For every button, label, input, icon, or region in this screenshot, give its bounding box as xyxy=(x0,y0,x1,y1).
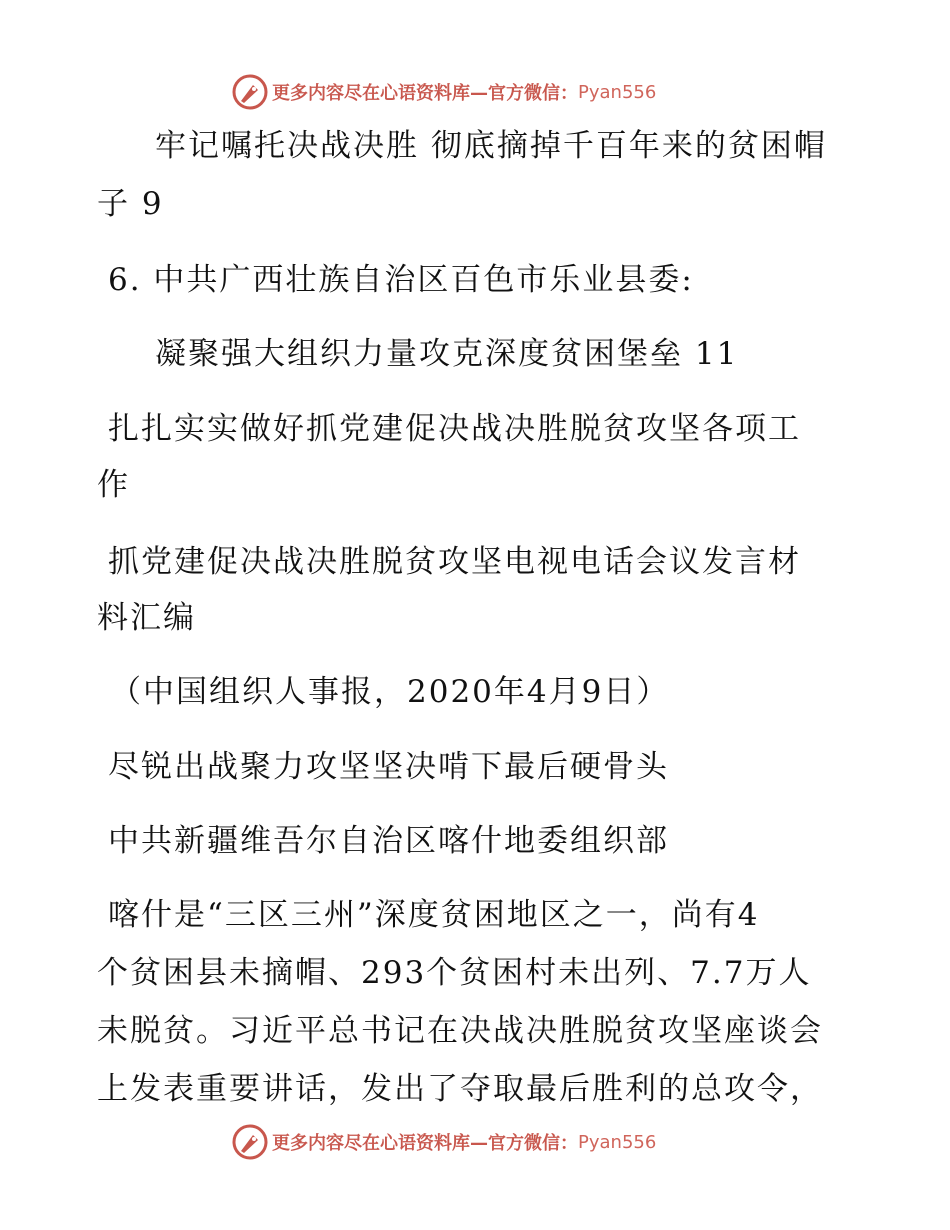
watermark-wechat-id: Pyan556 xyxy=(578,1131,657,1153)
watermark-label: 更多内容尽在心语资料库—官方微信： xyxy=(272,83,578,104)
watermark-label: 更多内容尽在心语资料库—官方微信： xyxy=(272,1133,578,1154)
watermark-header xyxy=(232,72,656,112)
text-line: 作 xyxy=(97,467,130,503)
text-line: 喀什是“三区三州”深度贫困地区之一，尚有4 xyxy=(108,897,760,933)
text-line: 中共新疆维吾尔自治区喀什地委组织部 xyxy=(108,823,669,859)
watermark-footer xyxy=(232,1122,656,1162)
text-line: 个贫困县未摘帽、293个贫困村未出列、7.7万人 xyxy=(97,955,812,991)
pen-nib-logo-icon xyxy=(232,74,268,110)
pen-nib-logo-icon xyxy=(232,1124,268,1160)
text-line: 料汇编 xyxy=(97,600,196,636)
text-line: 扎扎实实做好抓党建促决战决胜脱贫攻坚各项工 xyxy=(108,411,801,447)
text-line: 尽锐出战聚力攻坚坚决啃下最后硬骨头 xyxy=(108,749,669,785)
text-line: 抓党建促决战决胜脱贫攻坚电视电话会议发言材 xyxy=(108,544,801,580)
watermark-wechat-id: Pyan556 xyxy=(578,81,657,103)
text-line: 子 9 xyxy=(97,186,164,222)
text-line: 上发表重要讲话，发出了夺取最后胜利的总攻令， xyxy=(97,1071,823,1107)
text-line: 牢记嘱托决战决胜 彻底摘掉千百年来的贫困帽 xyxy=(155,128,827,164)
text-line: （中国组织人事报，2020年4月9日） xyxy=(110,674,670,710)
text-line: 6. 中共广西壮族自治区百色市乐业县委: xyxy=(108,262,694,298)
text-line: 凝聚强大组织力量攻克深度贫困堡垒 11 xyxy=(155,336,739,372)
text-line: 未脱贫。习近平总书记在决战决胜脱贫攻坚座谈会 xyxy=(97,1013,823,1049)
